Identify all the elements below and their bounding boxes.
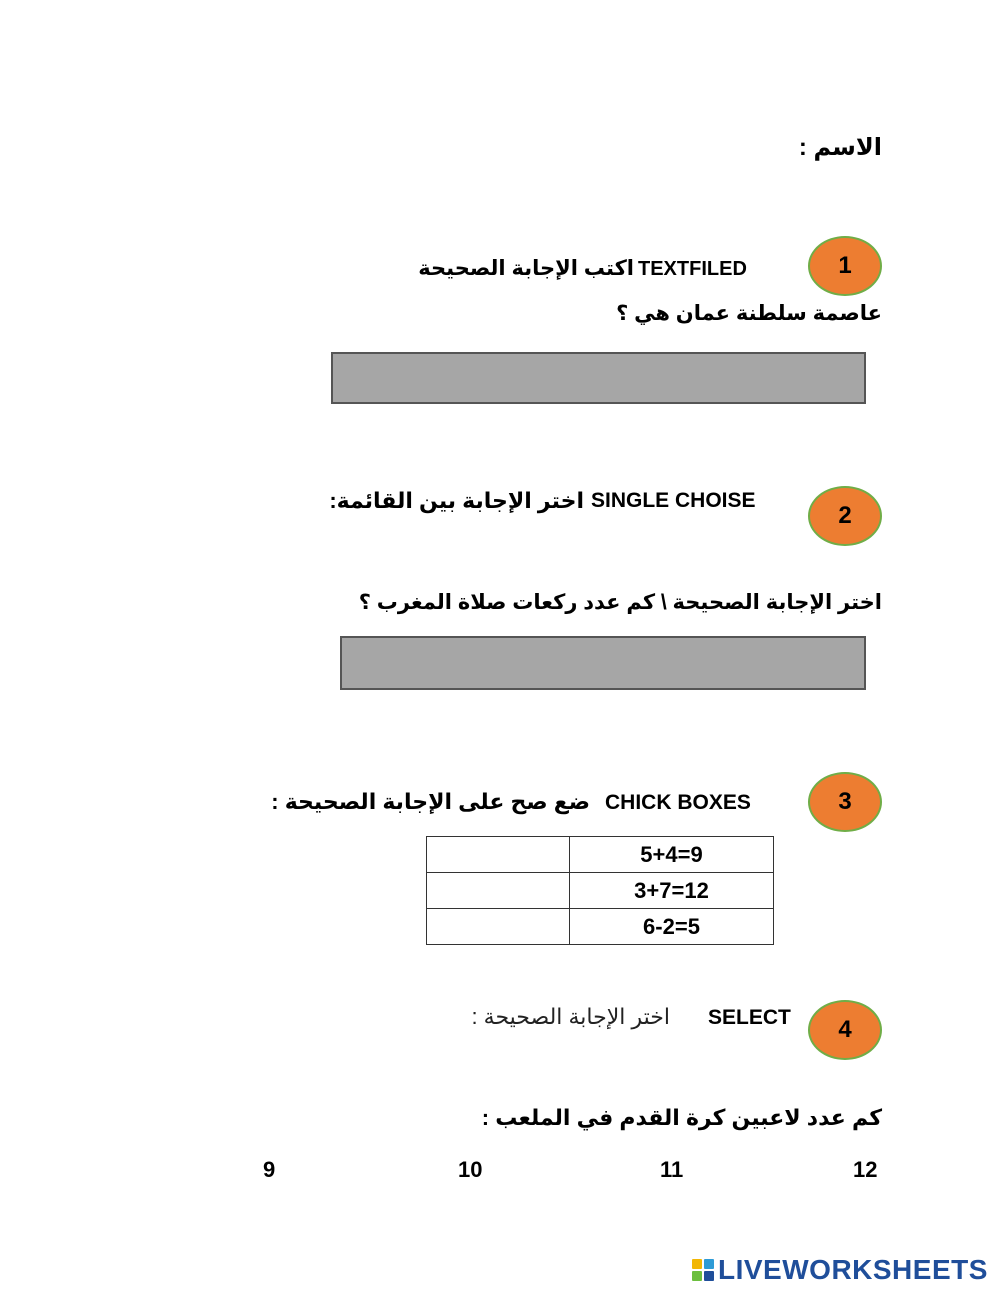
single-choice-select[interactable]: [340, 636, 866, 690]
question-number-badge: 1: [808, 236, 882, 296]
equation-cell: 3+7=12: [570, 873, 774, 909]
q1-instruction: اكتب الإجابة الصحيحة: [418, 257, 634, 280]
table-row: [427, 873, 774, 909]
option-11[interactable]: 11: [660, 1157, 684, 1182]
brand-name: LIVEWORKSHEETS: [718, 1254, 988, 1285]
equation-cell: 5+4=9: [570, 837, 774, 873]
q2-instruction: اختر الإجابة بين القائمة:: [329, 488, 584, 513]
q1-type-label: TEXTFILED: [638, 258, 747, 280]
name-label: الاسم :: [798, 134, 882, 161]
q4-instruction: اختر الإجابة الصحيحة :: [471, 1004, 670, 1029]
liveworksheets-logo: [692, 1253, 988, 1287]
logo-mark-icon: [692, 1259, 714, 1281]
checkbox-cell[interactable]: [427, 873, 570, 909]
q2-question: اختر الإجابة الصحيحة \ كم عدد ركعات صلاة المغرب ؟: [358, 591, 882, 614]
checkbox-cell[interactable]: [427, 909, 570, 945]
option-12[interactable]: 12: [853, 1157, 878, 1182]
option-10[interactable]: 10: [458, 1157, 483, 1182]
question-number-badge: 3: [808, 772, 882, 832]
q4-question: كم عدد لاعبين كرة القدم في الملعب :: [481, 1105, 882, 1130]
equations-table: [426, 836, 774, 945]
equation-cell: 6-2=5: [570, 909, 774, 945]
q3-type-label: CHICK BOXES: [605, 791, 751, 814]
capital-answer-field[interactable]: [331, 352, 866, 404]
question-number-badge: 4: [808, 1000, 882, 1060]
table-row: [427, 909, 774, 945]
option-9[interactable]: 9: [263, 1157, 276, 1182]
checkbox-cell[interactable]: [427, 837, 570, 873]
table-row: [427, 837, 774, 873]
q1-question: عاصمة سلطنة عمان هي ؟: [616, 302, 882, 325]
question-number-badge: 2: [808, 486, 882, 546]
q4-type-label: SELECT: [708, 1006, 791, 1029]
q3-instruction: ضع صح على الإجابة الصحيحة :: [271, 789, 590, 814]
q2-type-label: SINGLE CHOISE: [591, 489, 756, 512]
